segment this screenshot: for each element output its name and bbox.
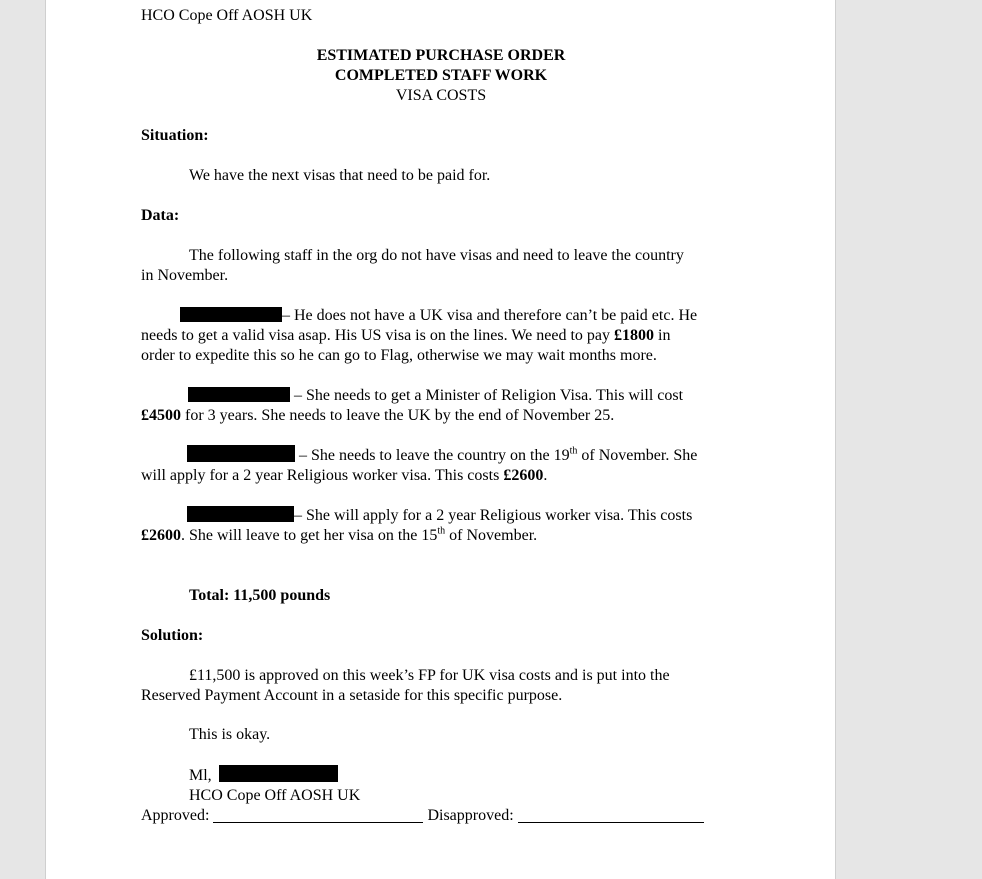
entry-3-line-2-end: . xyxy=(543,467,548,484)
entry-2-line-1: – She needs to get a Minister of Religion Visa. This will cost xyxy=(290,387,684,404)
situation-text: We have the next visas that need to be paid for. xyxy=(189,167,491,184)
visa-entry-1 xyxy=(141,306,741,366)
entry-3-line-2-text: will apply for a 2 year Religious worker visa. This costs xyxy=(141,467,504,484)
title-line-2: COMPLETED STAFF WORK xyxy=(334,67,548,84)
document-content xyxy=(141,0,741,826)
okay-line: This is okay. xyxy=(189,726,271,743)
entry-1-line-2-end: in xyxy=(654,327,671,344)
entry-3-ordinal: th xyxy=(569,445,578,457)
signature-prefix: Ml, xyxy=(189,767,212,784)
disapproved-signature-line[interactable] xyxy=(518,808,704,823)
visa-entry-2 xyxy=(141,386,741,426)
approved-label: Approved: xyxy=(141,807,210,824)
header-org: HCO Cope Off AOSH UK xyxy=(141,7,313,24)
signature-title: HCO Cope Off AOSH UK xyxy=(189,787,361,804)
redacted-name xyxy=(188,387,290,402)
document-page xyxy=(45,0,836,879)
title-line-3: VISA COSTS xyxy=(395,87,487,104)
visa-entry-4 xyxy=(141,506,741,546)
entry-4-line-1: – She will apply for a 2 year Religious worker visa. This costs xyxy=(294,507,693,524)
redacted-name xyxy=(187,506,294,522)
signature-line xyxy=(141,765,741,786)
situation-heading: Situation: xyxy=(141,127,209,144)
data-intro-line-2: in November. xyxy=(141,267,229,284)
entry-4-amount: £2600 xyxy=(141,527,181,544)
disapproved-label: Disapproved: xyxy=(427,807,514,824)
entry-3-line-1-text: – She needs to leave the country on the 19 xyxy=(295,447,570,464)
entry-1-line-1: – He does not have a UK visa and therefore can’t be paid etc. He xyxy=(282,307,698,324)
entry-1-line-3: order to expedite this so he can go to Flag, otherwise we may wait months more. xyxy=(141,347,657,364)
solution-line-1: £11,500 is approved on this week’s FP for UK visa costs and is put into the xyxy=(189,667,670,684)
redacted-name xyxy=(180,307,282,322)
title-line-1: ESTIMATED PURCHASE ORDER xyxy=(316,47,566,64)
entry-4-line-2-end: of November. xyxy=(445,527,538,544)
total-line: Total: 11,500 pounds xyxy=(189,587,331,604)
entry-1-line-2-text: needs to get a valid visa asap. His US visa is on the lines. We need to pay xyxy=(141,327,614,344)
data-heading: Data: xyxy=(141,207,180,224)
entry-1-amount: £1800 xyxy=(614,327,654,344)
data-intro-line-1: The following staff in the org do not have visas and need to leave the country xyxy=(189,247,684,264)
entry-4-line-2-text: . She will leave to get her visa on the 15 xyxy=(181,527,438,544)
entry-3-amount: £2600 xyxy=(503,467,544,484)
redacted-name xyxy=(187,445,295,462)
solution-line-2: Reserved Payment Account in a setaside for this specific purpose. xyxy=(141,687,563,704)
approval-line xyxy=(141,806,741,826)
redacted-signature xyxy=(219,765,338,782)
approved-signature-line[interactable] xyxy=(213,808,423,823)
entry-2-amount: £4500 xyxy=(141,407,181,424)
entry-3-line-1-end: of November. She xyxy=(577,447,698,464)
entry-2-line-2: for 3 years. She needs to leave the UK by the end of November 25. xyxy=(181,407,615,424)
visa-entry-3 xyxy=(141,445,741,486)
solution-heading: Solution: xyxy=(141,627,204,644)
entry-4-ordinal: th xyxy=(437,525,446,537)
